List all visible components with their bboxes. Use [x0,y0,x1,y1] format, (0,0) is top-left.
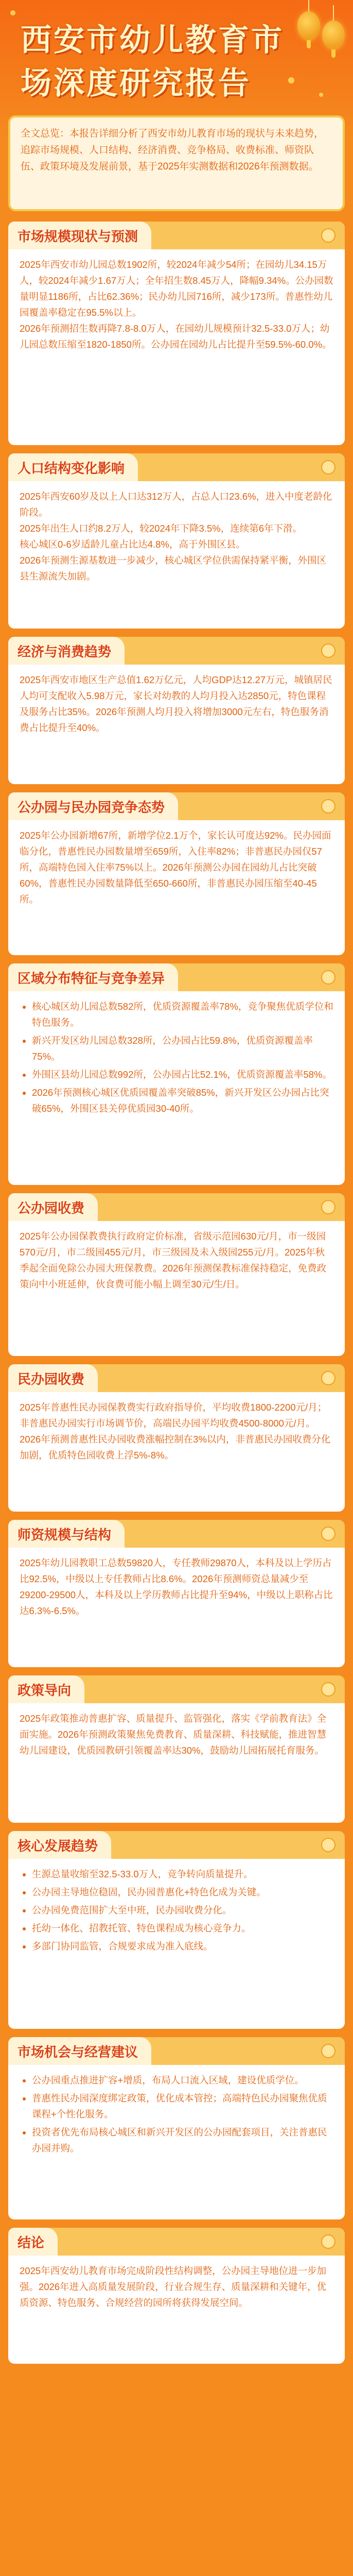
coin-icon [321,1527,336,1541]
paragraph: 2025年公办园保教费执行政府定价标准，省级示范园630元/月，市一级园570元/月，市二级园455元/月，市三级园及未入级园255元/月。2025年秋季起全面免除公办园大班保教费。2026年预测保教标准保持稳定，免费政策向中小班延伸，伙食费可能小幅上调至30元/生/日。 [20,1231,327,1290]
section-private-fees [8,1364,345,1512]
section-title: 结论 [17,2234,45,2250]
coin-icon [321,2234,336,2249]
intro-text: 全文总览：本报告详细分析了西安市幼儿教育市场的现状与未来趋势，追踪市场规模、人口结构、经济消费、竞争格局、收费标准、师资队伍、政策环境及发展前景，基于2025年实测数据和2026年预测数据。 [21,128,324,172]
list-item: • 2026年预测核心城区优质园覆盖率突破85%，新兴开发区公办园占比突破65%，外围区县关停优质园30-40所。 [32,1084,333,1116]
section-header [8,453,345,481]
section-title: 师资规模与结构 [17,1527,112,1543]
list-item: • 托幼一体化、招教托管、特色课程成为核心竞争力。 [32,1920,333,1936]
section-header [8,963,345,991]
section-header [8,1193,345,1221]
section-header [8,2037,345,2065]
paragraph: 2026年预测招生数再降7.8-8.0万人，在园幼儿规模预计32.5-33.0万人；幼儿园总数压缩至1820-1850所。公办园在园幼儿占比提升至59.5%-60.0%。 [20,323,332,350]
section-economy [8,637,345,784]
section-body [8,1859,345,2029]
intro-box [8,115,345,211]
section-title: 核心发展趋势 [17,1838,98,1854]
section-opportunities [8,2037,345,2219]
section-header [8,222,345,249]
coin-icon [321,228,336,243]
section-body [8,820,345,955]
section-header [8,792,345,820]
paragraph: 2025年西安60岁及以上人口达312万人，占总人口23.6%，进入中度老龄化阶段。 [20,491,332,518]
list-item: • 外围区县幼儿园总数992所，公办园占比52.1%，优质资源覆盖率58%。 [32,1066,333,1082]
section-title: 公办园与民办园竞争态势 [17,799,165,815]
section-title: 经济与消费趋势 [17,643,112,659]
list-item: • 公办园重点推进扩容+增质，布局人口流入区域，建设优质学位。 [32,2072,333,2088]
paragraph: 2025年西安市幼儿园总数1902所，较2024年减少54所；在园幼儿34.15万人，较2024年减少1.67万人；全年招生数8.45万人，降幅9.34%。公办园数量明显1186所，占比62.36%；民办幼儿园716所，减少173所。普惠性幼儿园覆盖率稳定在95.5%以上。 [20,259,333,318]
paragraph: 2025年公办园新增67所，新增学位2.1万个，家长认可度达92%。民办园面临分化，普惠性民办园数量增至659所，入住率82%；非普惠民办园仅57所，高端特色园入住率75%以上。2026年预测公办园在园幼儿占比突破60%，普惠性民办园数量降低至650-660所，非普惠民办园压缩至40-45所。 [20,830,331,905]
section-header [8,1364,345,1392]
coin-icon [321,799,336,814]
section-body [8,2256,345,2364]
sparkle-icon [10,10,15,15]
section-body [8,1221,345,1356]
paragraph: 2026年预测生源基数进一步减少，核心城区学位供需保持紧平衡，外围区县生源流失加剧。 [20,555,327,582]
section-competition [8,792,345,955]
list-item: • 投资者优先布局核心城区和新兴开发区的公办园配套项目，关注普惠民办园并购。 [32,2124,333,2156]
section-body [8,665,345,784]
section-body [8,1392,345,1512]
coin-icon [321,643,336,658]
section-header [8,637,345,665]
lantern-icon [322,5,345,58]
section-title: 市场机会与经营建议 [17,2044,138,2060]
paragraph: 2025年政策推动普惠扩容、质量提升、监管强化，落实《学前教育法》全面实施。2026年预测政策聚焦免费教育、质量深耕、科技赋能，推进智慧幼儿园建设，优质园教研引领覆盖率达30%，鼓励幼儿园拓展托育服务。 [20,1713,327,1756]
list-item: • 新兴开发区幼儿园总数328所，公办园占比59.8%，优质资源覆盖率75%。 [32,1032,333,1064]
list-item: • 普惠性民办园深度绑定政策，优化成本管控；高端特色民办园聚焦优质课程+个性化服务。 [32,2090,333,2122]
paragraph: 核心城区0-6岁适龄儿童占比达4.8%，高于外围区县。 [20,539,245,550]
section-header [8,1520,345,1548]
section-title: 区域分布特征与竞争差异 [17,970,165,986]
section-public-fees [8,1193,345,1356]
section-body [8,991,345,1185]
list-item: • 公办园免费范围扩大至中班，民办园收费分化。 [32,1902,333,1918]
section-body [8,1548,345,1667]
page-title: 西安市幼儿教育市场深度研究报告 [21,23,284,100]
section-title: 人口结构变化影响 [17,460,125,476]
section-teachers [8,1520,345,1667]
list-item: • 多部门协同监管，合规要求成为准入底线。 [32,1938,333,1954]
sparkle-icon [319,93,323,97]
section-title: 政策导向 [17,1682,72,1698]
paragraph: 2025年西安市地区生产总值1.62万亿元，人均GDP达12.27万元，城镇居民人均可支配收入5.98万元，家长对幼教的人均月投入达2850元，特色课程及服务占比35%。2026年预测人均月投入将增加3000元左右，特色服务消费占比提升至40%。 [20,674,332,733]
coin-icon [321,970,336,985]
section-header [8,1675,345,1703]
paragraph: 2025年西安幼儿教育市场完成阶段性结构调整，公办园主导地位进一步加强。2026年进入高质量发展阶段，行业合规生存、质量深耕和关键年，优质资源、特色服务、合规经营的园所将获得发展空间。 [20,2265,327,2308]
list-item: • 公办园主导地位稳固，民办园普惠化+特色化成为关键。 [32,1884,333,1900]
coin-icon [321,1200,336,1214]
coin-icon [321,1371,336,1385]
section-trends [8,1831,345,2029]
section-title: 公办园收费 [17,1200,85,1216]
section-population [8,453,345,629]
section-header [8,2228,345,2256]
section-body [8,249,345,445]
section-title: 民办园收费 [17,1371,85,1387]
coin-icon [321,460,336,474]
section-header [8,1831,345,1859]
list-item: • 生源总量收缩至32.5-33.0万人，竞争转向质量提升。 [32,1866,333,1882]
section-body [8,1703,345,1823]
section-market-size [8,222,345,445]
coin-icon [321,1838,336,1852]
section-body [8,2065,345,2219]
paragraph: 2025年幼儿园教职工总数59820人，专任教师29870人，本科及以上学历占比92.5%，中级以上专任教师占比8.6%。2026年预测师资总量减少至29200-29500人，本科及以上学历教师占比提升至94%，中级以上职称占比达6.3%-6.5%。 [20,1557,333,1616]
section-conclusion [8,2228,345,2364]
paragraph: 2025年出生人口约8.2万人，较2024年下降3.5%，连续第6年下滑。 [20,523,302,534]
coin-icon [321,1682,336,1697]
coin-icon [321,2044,336,2058]
section-body [8,481,345,629]
section-policy [8,1675,345,1823]
section-regional [8,963,345,1185]
paragraph: 2025年普惠性民办园保教费实行政府指导价，平均收费1800-2200元/月；非普惠民办园实行市场调节价，高端民办园平均收费4500-8000元/月。2026年预测普惠性民办园收费涨幅控制在3%以内，非普惠民办园收费分化加剧，优质特色园收费上浮5%-8%。 [20,1402,331,1461]
list-item: • 核心城区幼儿园总数582所，优质资源覆盖率78%，竞争聚焦优质学位和特色服务。 [32,998,333,1030]
section-title: 市场规模现状与预测 [17,228,138,244]
